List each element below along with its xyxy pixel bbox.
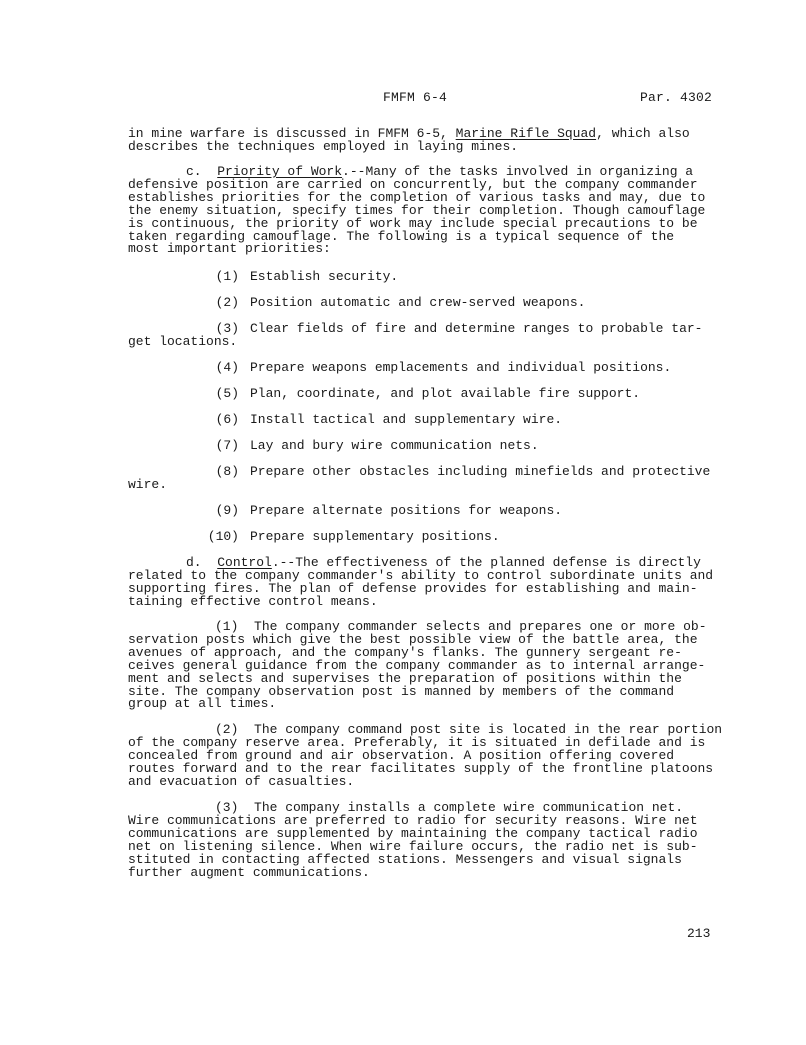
priority-list: (1) Establish security. (2) Position automatic and crew-served weapons. (3) Clear fields of fire and determine ranges to probable tar- get locations. (4) Prepare weapons emplacements and individual positions. (5) Plan, coordinate, and plot available fire support. (6) Install tactical and supplementary wire. (7) Lay and bury wire communication nets. (8) Prepare other obstacles including minefields and protective wire. (9) Prepare alternate positions for weapons. (10) Prepare supplementary positions. bbox=[128, 269, 711, 544]
sub-paragraph-line: servation posts which give the best possible view of the battle area, the bbox=[128, 631, 698, 647]
section-d-line: supporting fires. The plan of defense provides for establishing and main- bbox=[128, 580, 698, 596]
section-c-line: the enemy situation, specify times for their completion. Though camouflage bbox=[128, 202, 706, 218]
intro-line-1: in mine warfare is discussed in FMFM 6-5, Marine Rifle Squad, which also bbox=[128, 126, 690, 141]
section-c-line: taken regarding camouflage. The following is a typical sequence of the bbox=[128, 228, 675, 244]
intro-paragraph bbox=[128, 128, 713, 154]
section-c-line: establishes priorities for the completion of various tasks and may, due to bbox=[128, 189, 706, 205]
section-c-heading: Priority of Work bbox=[217, 164, 343, 179]
section-c-line: most important priorities: bbox=[128, 241, 331, 257]
sub-paragraph-1 bbox=[128, 621, 713, 711]
sub-paragraph-line: ceives general guidance from the company commander as to internal arrange- bbox=[128, 657, 706, 673]
sub-paragraph-line: of the company reserve area. Preferably, it is situated in defilade and is bbox=[128, 734, 706, 750]
sub-paragraph-line: and evacuation of casualties. bbox=[128, 773, 355, 789]
page-number: 213 bbox=[687, 926, 711, 941]
sub-paragraph-line: (1) The company commander selects and prepares one or more ob- bbox=[215, 619, 707, 634]
section-d-letter: d. bbox=[186, 555, 202, 570]
sub-paragraph-line: (2) The company command post site is located in the rear portion bbox=[215, 722, 723, 737]
sub-paragraph-line: further augment communications. bbox=[128, 864, 370, 880]
intro-line-2: describes the techniques employed in laying mines. bbox=[128, 138, 519, 154]
section-d-heading: Control bbox=[217, 555, 272, 570]
sub-paragraph-line: communications are supplemented by maintaining the company tactical radio bbox=[128, 825, 698, 841]
section-c-line: defensive position are carried on concurrently, but the company commander bbox=[128, 176, 698, 192]
sub-paragraph-line: Wire communications are preferred to radio for security reasons. Wire net bbox=[128, 812, 698, 828]
header-paragraph-number: Par. 4302 bbox=[640, 90, 713, 105]
sub-paragraph-2 bbox=[128, 722, 723, 789]
sub-paragraph-3 bbox=[128, 802, 713, 879]
sub-paragraph-line: routes forward and to the rear facilitates supply of the frontline platoons bbox=[128, 760, 714, 776]
section-d-line: d. Control.--The effectiveness of the planned defense is directly bbox=[186, 555, 701, 570]
section-c-line: is continuous, the priority of work may include special precautions to be bbox=[128, 215, 698, 231]
sub-paragraph-line: avenues of approach, and the company's flanks. The gunnery sergeant re- bbox=[128, 644, 682, 660]
section-c-paragraph bbox=[128, 166, 713, 256]
list-item-continuation: get locations. bbox=[128, 334, 238, 349]
sub-paragraph-line: concealed from ground and air observation. A position offering covered bbox=[128, 747, 675, 763]
sub-paragraph-line: (3) The company installs a complete wire communication net. bbox=[215, 800, 684, 815]
section-d-line: related to the company commander's ability to control subordinate units and bbox=[128, 567, 714, 583]
header-manual-id: FMFM 6-4 bbox=[383, 90, 448, 105]
sub-paragraph-line: ment and selects and supervises the preparation of positions within the bbox=[128, 670, 682, 686]
section-d-paragraph bbox=[128, 557, 713, 609]
sub-paragraph-line: net on listening silence. When wire failure occurs, the radio net is sub- bbox=[128, 838, 698, 854]
section-c-line: c. Priority of Work.--Many of the tasks involved in organizing a bbox=[186, 164, 694, 179]
sub-paragraph-line: site. The company observation post is manned by members of the command bbox=[128, 683, 675, 699]
sub-paragraph-line: group at all times. bbox=[128, 696, 277, 712]
section-c-letter: c. bbox=[186, 164, 202, 179]
list-item-continuation: wire. bbox=[128, 477, 168, 492]
section-d-line: taining effective control means. bbox=[128, 593, 378, 609]
sub-paragraph-line: stituted in contacting affected stations. Messengers and visual signals bbox=[128, 851, 682, 867]
reference-title: Marine Rifle Squad bbox=[455, 126, 597, 141]
